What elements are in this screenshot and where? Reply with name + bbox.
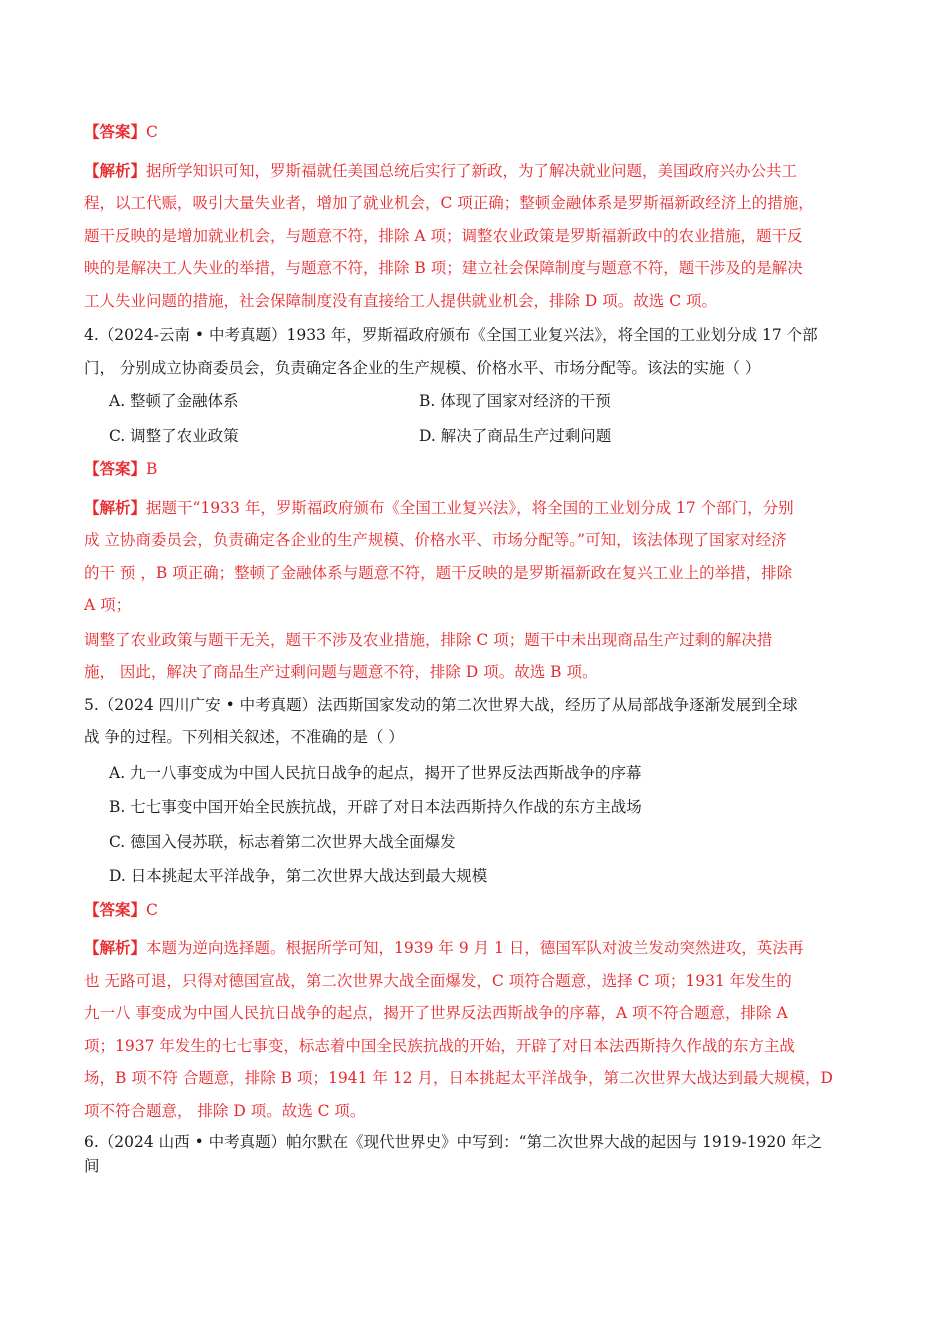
answer-tag: 【答案】	[84, 122, 147, 141]
q4-answer	[84, 453, 870, 486]
option-c: C. 德国入侵苏联，标志着第二次世界大战全面爆发	[109, 832, 456, 851]
option-d: D. 日本挑起太平洋战争，第二次世界大战达到最大规模	[109, 867, 488, 885]
answer-tag: 【答案】	[84, 459, 147, 478]
q5-analysis-line: 九一八 事变成为中国人民抗日战争的起点，揭开了世界反法西斯战争的序幕，A 项不符合题意，排除 A	[84, 1004, 788, 1022]
q5-answer	[84, 894, 870, 927]
answer-value: C	[146, 123, 158, 141]
q5-analysis-line	[84, 932, 870, 965]
answer-value: C	[146, 900, 158, 919]
option-a: A. 整顿了金融体系	[109, 392, 239, 410]
q3-analysis-line: 映的是解决工人失业的举措，与题意不符，排除 B 项；建立社会保障制度与题意不符，题干涉及的是解决	[84, 259, 803, 277]
option-a: A. 九一八事变成为中国人民抗日战争的起点，揭开了世界反法西斯战争的序幕	[109, 763, 642, 782]
q6-stem-line: 6.（2024 山西 • 中考真题）帕尔默在《现代世界史》中写到：“第二次世界大战的起因与 1919-1920 年之	[84, 1133, 823, 1151]
document-page	[84, 116, 870, 1177]
q4-analysis-line: 成 立协商委员会，负责确定各企业的生产规模、价格水平、市场分配等。”可知，该法体现了国家对经济	[84, 531, 787, 549]
option-d: D. 解决了商品生产过剩问题	[419, 426, 612, 445]
answer-tag: 【答案】	[84, 899, 147, 919]
q6-stem-line: 间	[84, 1157, 100, 1175]
analysis-text: 据题干“1933 年，罗斯福政府颁布《全国工业复兴法》，将全国的工业划分成 17 个部门，分别	[146, 498, 794, 517]
q5-analysis-line: 项不符合题意， 排除 D 项。故选 C 项。	[84, 1101, 366, 1120]
q4-options	[84, 384, 870, 453]
analysis-text: 本题为逆向选择题。根据所学可知，1939 年 9 月 1 日，德国军队对波兰发动突然进攻，英法再	[146, 939, 804, 957]
q4-stem-line: 4.（2024-云南 • 中考真题）1933 年，罗斯福政府颁布《全国工业复兴法》，将全国的工业划分成 17 个部	[84, 326, 818, 344]
q3-analysis-line: 题干反映的是增加就业机会，与题意不符，排除 A 项；调整农业政策是罗斯福新政中的农业措施，题干反	[84, 226, 803, 245]
q5-options	[84, 756, 870, 894]
q4-analysis-line: 调整了农业政策与题干无关，题干不涉及农业措施，排除 C 项；题干中未出现商品生产过剩的解决措	[84, 630, 773, 649]
q4-analysis-line: 的干 预 ，B 项正确；整顿了金融体系与题意不符，题干反映的是罗斯福新政在复兴工业上的举措，排除	[84, 563, 793, 582]
q4-analysis-line: 施， 因此，解决了商品生产过剩问题与题意不符，排除 D 项。故选 B 项。	[84, 663, 598, 681]
option-c: C. 调整了农业政策	[109, 426, 239, 445]
q3-analysis-line	[84, 155, 870, 188]
analysis-tag: 【解析】	[84, 160, 147, 180]
answer-value: B	[146, 460, 158, 478]
option-b: B. 七七事变中国开始全民族抗战，开辟了对日本法西斯持久作战的东方主战场	[109, 798, 642, 816]
analysis-tag: 【解析】	[84, 497, 147, 517]
q5-analysis-line: 场，B 项不符 合题意，排除 B 项；1941 年 12 月，日本挑起太平洋战争，第二次世界大战达到最大规模，D	[84, 1069, 833, 1087]
q5-stem-line: 5.（2024 四川广安 • 中考真题）法西斯国家发动的第二次世界大战，经历了从局部战争逐渐发展到全球	[84, 695, 798, 714]
option-b: B. 体现了国家对经济的干预	[419, 392, 611, 410]
q3-analysis-line: 程，以工代赈，吸引大量失业者，增加了就业机会，C 项正确；整顿金融体系是罗斯福新政经济上的措施，	[84, 194, 814, 212]
q4-analysis-line	[84, 492, 870, 525]
q4-stem-line: 门， 分别成立协商委员会，负责确定各企业的生产规模、价格水平、市场分配等。该法的实施（ ）	[84, 358, 761, 377]
analysis-text: 据所学知识可知，罗斯福就任美国总统后实行了新政，为了解决就业问题，美国政府兴办公共工	[146, 161, 798, 180]
q5-analysis-line: 项；1937 年发生的七七事变，标志着中国全民族抗战的开始，开辟了对日本法西斯持久作战的东方主战	[84, 1036, 795, 1055]
q3-answer	[84, 116, 870, 149]
q5-analysis-line: 也 无路可退，只得对德国宣战，第二次世界大战全面爆发，C 项符合题意，选择 C 项；1931 年发生的	[84, 971, 792, 990]
q3-analysis-line: 工人失业问题的措施，社会保障制度没有直接给工人提供就业机会，排除 D 项。故选 C 项。	[84, 291, 717, 310]
analysis-tag: 【解析】	[84, 938, 147, 957]
q5-stem-line: 战 争的过程。下列相关叙述，不准确的是（ ）	[84, 728, 404, 746]
q4-analysis-line: A 项；	[84, 596, 132, 614]
